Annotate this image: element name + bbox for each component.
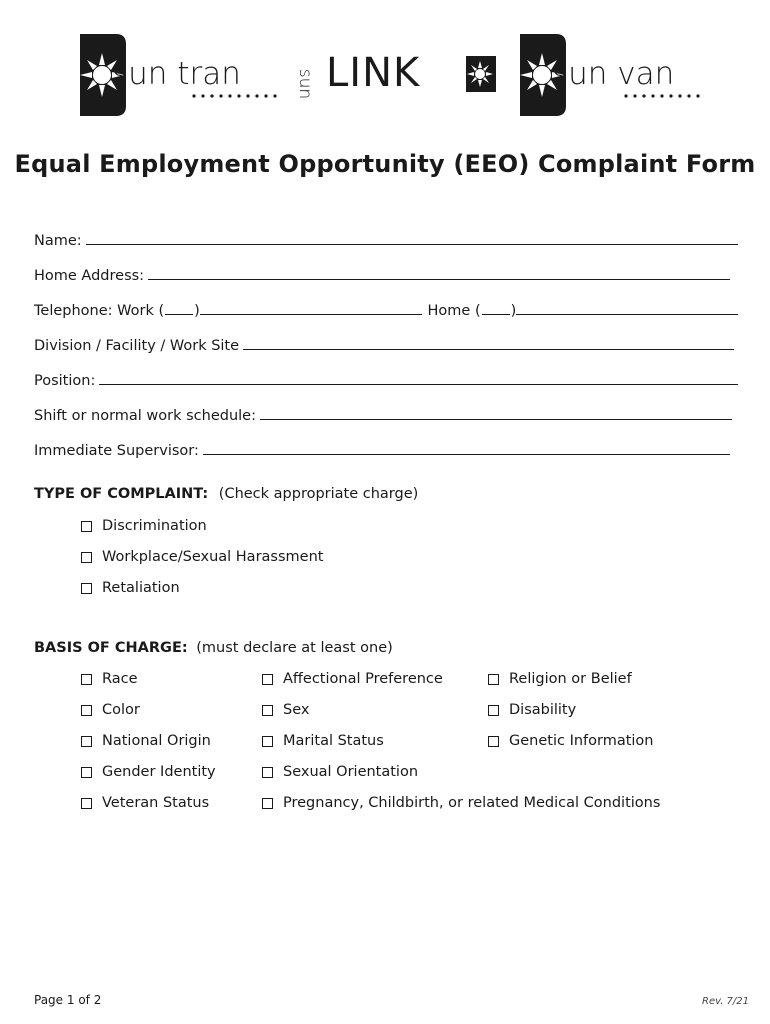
checkbox-national-origin[interactable] [81, 733, 211, 749]
checkbox-pregnancy[interactable] [262, 795, 660, 811]
telephone-home-label: Home ( [427, 303, 481, 319]
checkbox-icon[interactable] [488, 674, 499, 685]
sun-tran-wordmark: sun tran [112, 56, 241, 92]
revision-note: Rev. 7/21 [702, 996, 750, 1007]
checkbox-icon[interactable] [81, 674, 92, 685]
division-label: Division / Facility / Work Site [34, 338, 240, 354]
sun-link-prefix: sun [295, 68, 316, 100]
checkbox-icon[interactable] [81, 798, 92, 809]
checkbox-genetic-information[interactable] [488, 733, 654, 749]
checkbox-gender-identity[interactable] [81, 764, 216, 780]
checkbox-affectional-preference[interactable] [262, 671, 443, 687]
type-of-complaint-note: (Check appropriate charge) [218, 486, 419, 502]
sun-van-logo [520, 34, 710, 120]
work-paren-close: ) [194, 303, 200, 319]
sun-link-burst-icon [466, 56, 496, 92]
home-paren-close: ) [510, 303, 517, 319]
work-phone-line[interactable] [200, 313, 422, 315]
name-field[interactable] [34, 214, 738, 249]
checkbox-icon[interactable] [262, 705, 273, 716]
checkbox-label: Color [102, 702, 140, 718]
type-of-complaint-title: TYPE OF COMPLAINT: [34, 486, 209, 502]
sun-link-wordmark: LINK [326, 50, 421, 96]
sun-van-dots-icon [624, 94, 704, 98]
supervisor-field[interactable] [34, 424, 738, 459]
checkbox-icon[interactable] [262, 798, 273, 809]
checkbox-icon[interactable] [262, 674, 273, 685]
telephone-work-label: Telephone: Work ( [34, 303, 165, 319]
shift-label: Shift or normal work schedule: [34, 408, 256, 424]
checkbox-icon[interactable] [488, 705, 499, 716]
telephone-field[interactable] [34, 284, 738, 319]
home-address-field[interactable] [34, 249, 738, 284]
sun-tran-logo [80, 34, 280, 120]
checkbox-icon[interactable] [262, 736, 273, 747]
division-field[interactable] [34, 319, 738, 354]
page-title: Equal Employment Opportunity (EEO) Complaint Form [14, 150, 756, 178]
checkbox-retaliation[interactable] [81, 580, 180, 596]
checkbox-icon[interactable] [488, 736, 499, 747]
checkbox-label: Affectional Preference [283, 671, 443, 687]
supervisor-label: Immediate Supervisor: [34, 443, 199, 459]
position-label: Position: [34, 373, 96, 389]
page-number: Page 1 of 2 [34, 993, 102, 1007]
checkbox-sex[interactable] [262, 702, 309, 718]
checkbox-harassment[interactable] [81, 549, 323, 565]
checkbox-disability[interactable] [488, 702, 576, 718]
checkbox-icon[interactable] [81, 736, 92, 747]
checkbox-icon[interactable] [81, 552, 92, 563]
position-input-line[interactable] [99, 383, 738, 385]
checkbox-religion[interactable] [488, 671, 632, 687]
checkbox-label: Retaliation [102, 580, 180, 596]
name-input-line[interactable] [86, 243, 738, 245]
home-phone-line[interactable] [516, 313, 738, 315]
basis-of-charge-note: (must declare at least one) [196, 640, 393, 656]
sun-link-logo [295, 34, 500, 120]
checkbox-label: Pregnancy, Childbirth, or related Medical Conditions [283, 795, 661, 811]
checkbox-label: National Origin [102, 733, 211, 749]
position-field[interactable] [34, 354, 738, 389]
checkbox-label: Sex [283, 702, 310, 718]
checkbox-race[interactable] [81, 671, 138, 687]
checkbox-label: Marital Status [283, 733, 384, 749]
logo-bar [0, 30, 770, 120]
supervisor-input-line[interactable] [203, 453, 730, 455]
checkbox-marital-status[interactable] [262, 733, 384, 749]
checkbox-sexual-orientation[interactable] [262, 764, 418, 780]
contact-fields [34, 214, 738, 459]
sun-van-wordmark: sun van [552, 56, 675, 92]
checkbox-icon[interactable] [81, 583, 92, 594]
sun-tran-dots-icon [192, 94, 278, 98]
checkbox-label: Workplace/Sexual Harassment [102, 549, 324, 565]
checkbox-icon[interactable] [81, 521, 92, 532]
checkbox-icon[interactable] [81, 767, 92, 778]
division-input-line[interactable] [243, 348, 734, 350]
checkbox-label: Genetic Information [509, 733, 654, 749]
checkbox-label: Gender Identity [102, 764, 216, 780]
basis-of-charge-heading [34, 640, 393, 656]
type-of-complaint-heading [34, 486, 418, 502]
work-area-code-line[interactable] [165, 313, 193, 315]
name-label: Name: [34, 233, 82, 249]
checkbox-label: Veteran Status [102, 795, 210, 811]
shift-input-line[interactable] [260, 418, 732, 420]
basis-of-charge-title: BASIS OF CHARGE: [34, 640, 188, 656]
checkbox-label: Disability [509, 702, 577, 718]
checkbox-label: Race [102, 671, 138, 687]
checkbox-label: Sexual Orientation [283, 764, 419, 780]
checkbox-label: Religion or Belief [509, 671, 632, 687]
checkbox-veteran-status[interactable] [81, 795, 209, 811]
checkbox-label: Discrimination [102, 518, 207, 534]
checkbox-icon[interactable] [81, 705, 92, 716]
shift-field[interactable] [34, 389, 738, 424]
home-area-code-line[interactable] [482, 313, 510, 315]
home-address-label: Home Address: [34, 268, 145, 284]
checkbox-discrimination[interactable] [81, 518, 207, 534]
checkbox-icon[interactable] [262, 767, 273, 778]
checkbox-color[interactable] [81, 702, 140, 718]
home-address-input-line[interactable] [148, 278, 730, 280]
